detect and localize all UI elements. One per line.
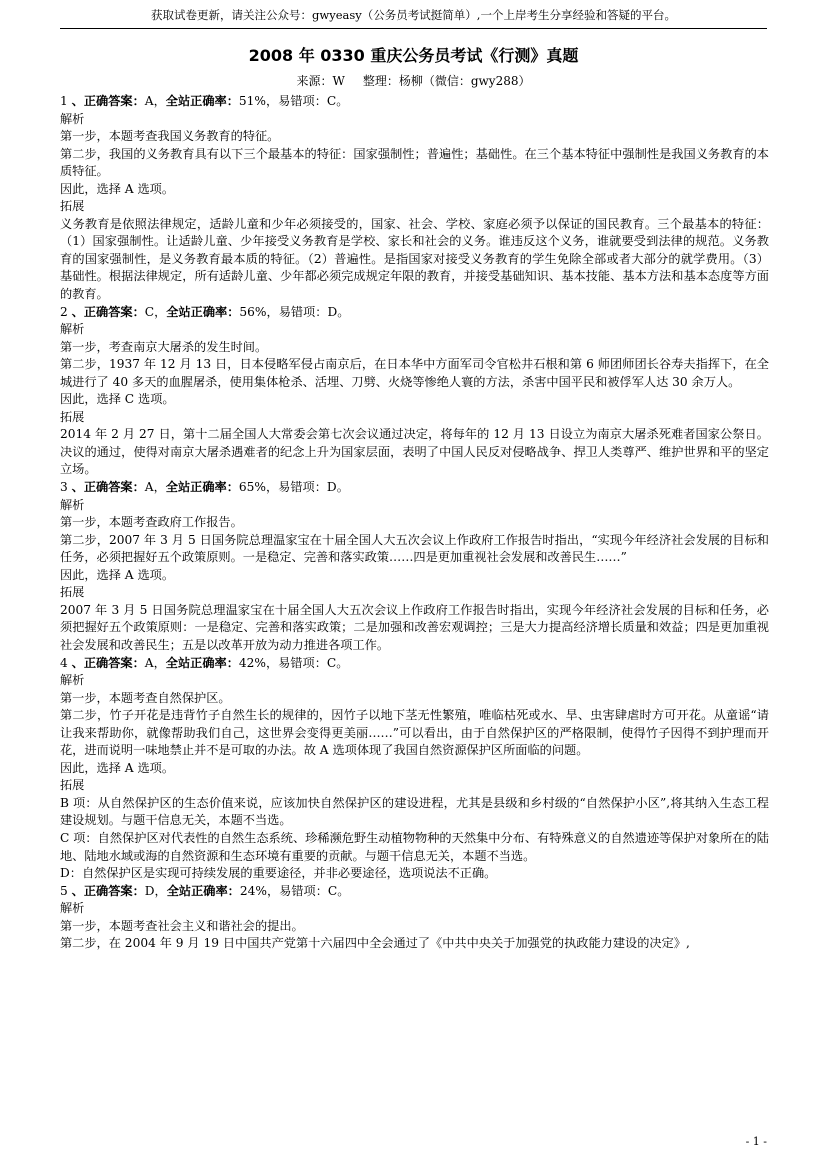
wrong-label: 易错项： — [278, 655, 327, 670]
analysis-heading: 解析 — [60, 111, 85, 126]
wrong-option: C — [327, 883, 338, 898]
question-block — [60, 655, 769, 883]
page-number: - 1 - — [745, 1135, 767, 1148]
rate-label: 全站正确率： — [165, 94, 239, 108]
rate-label: 全站正确率： — [165, 655, 239, 670]
extension-heading: 拓展 — [60, 409, 85, 424]
answer-label: 、正确答案： — [71, 94, 145, 108]
rate-label: 全站正确率： — [166, 883, 240, 898]
question-header: 5 、正确答案：D，全站正确率：24%，易错项：C。 — [60, 883, 350, 898]
question-number: 4 — [60, 655, 68, 670]
analysis-paragraph: 因此，选择 A 选项。 — [60, 181, 175, 196]
document-source-line — [0, 72, 827, 90]
analysis-heading: 解析 — [60, 497, 85, 512]
question-header: 2 、正确答案：C，全站正确率：56%，易错项：D。 — [60, 304, 350, 319]
header-divider — [60, 28, 767, 29]
analysis-paragraph: 第二步，我国的义务教育具有以下三个最基本的特征：国家强制性；普遍性；基础性。在三个基本特征中强制性是我国义务教育的本质特征。 — [60, 146, 769, 179]
correct-answer: A — [144, 655, 154, 670]
correct-answer: D — [144, 883, 155, 898]
extension-paragraph: 2007 年 3 月 5 日国务院总理温家宝在十届全国人大五次会议上作政府工作报告时指出，实现今年经济社会发展的目标和任务，必须把握好五个政策原则：一是稳定、完善和落实政策；二是加强和改善宏观调控；三是大力提高经济增长质量和效益；四是更加重视社会发展和改善民生；五是以改革开放为动力推进各项工作。 — [60, 602, 769, 652]
analysis-paragraph: 第一步，考查南京大屠杀的发生时间。 — [60, 339, 268, 354]
editor-text: 整理：杨柳（微信：gwy288） — [362, 74, 531, 88]
wrong-option: D — [326, 480, 337, 495]
correct-rate: 24% — [239, 883, 267, 898]
correct-rate: 65% — [238, 480, 266, 495]
question-block — [60, 479, 769, 654]
question-number: 1 — [60, 94, 68, 108]
answer-label: 、正确答案： — [71, 655, 145, 670]
question-list — [60, 93, 769, 953]
extension-paragraph: B 项：从自然保护区的生态价值来说，应该加快自然保护区的建设进程，尤其是县级和乡村级的“自然保护小区”,将其纳入生态工程建设规划。与题干信息无关，本题不当选。 — [60, 795, 769, 828]
extension-paragraph: D：自然保护区是实现可持续发展的重要途径，并非必要途径，选项说法不正确。 — [60, 866, 497, 881]
answer-label: 、正确答案： — [71, 480, 145, 495]
analysis-heading: 解析 — [60, 673, 85, 688]
extension-paragraph: C 项：自然保护区对代表性的自然生态系统、珍稀濒危野生动植物物种的天然集中分布、有特殊意义的自然遗迹等保护对象所在的陆地、陆地水域或海的自然资源和生态环境有重要的贡献。与题干信息无关，本题不当选。 — [60, 830, 769, 863]
question-header: 1 、正确答案：A，全站正确率：51%，易错项：C。 — [60, 94, 349, 108]
question-number: 3 — [60, 480, 68, 495]
analysis-paragraph: 第二步，2007 年 3 月 5 日国务院总理温家宝在十届全国人大五次会议上作政府工作报告时指出，“实现今年经济社会发展的目标和任务，必须把握好五个政策原则。一是稳定、完善和落实政策……四是更加重视社会发展和改善民生……” — [60, 532, 769, 565]
analysis-paragraph: 第二步，1937 年 12 月 13 日，日本侵略军侵占南京后，在日本华中方面军司令官松井石根和第 6 师团师团长谷寿夫指挥下，在全城进行了 40 多天的血腥屠杀，使用集体枪杀、活埋、刀劈、火烧等惨绝人寰的方法，杀害中国平民和被俘军人达 30 余万人。 — [60, 357, 769, 389]
rate-label: 全站正确率： — [166, 304, 240, 319]
wrong-option: D — [327, 304, 338, 319]
analysis-paragraph: 第一步，本题考查自然保护区。 — [60, 690, 231, 705]
source-text: 来源：W — [296, 74, 345, 88]
rate-label: 全站正确率： — [165, 480, 239, 495]
correct-rate: 56% — [239, 304, 267, 319]
wrong-label: 易错项： — [278, 480, 327, 495]
analysis-heading: 解析 — [60, 901, 85, 916]
analysis-heading: 解析 — [60, 322, 85, 337]
extension-heading: 拓展 — [60, 199, 85, 214]
question-header: 3 、正确答案：A，全站正确率：65%，易错项：D。 — [60, 480, 349, 495]
analysis-paragraph: 第一步，本题考查政府工作报告。 — [60, 515, 243, 530]
analysis-paragraph: 第二步，在 2004 年 9 月 19 日中国共产党第十六届四中全会通过了《中共中央关于加强党的执政能力建设的决定》, — [60, 936, 690, 951]
wrong-label: 易错项： — [278, 94, 327, 108]
wrong-option: C — [326, 94, 337, 108]
question-block — [60, 93, 769, 304]
extension-heading: 拓展 — [60, 778, 85, 793]
analysis-paragraph: 因此，选择 A 选项。 — [60, 760, 175, 775]
correct-answer: A — [144, 94, 154, 108]
correct-answer: C — [144, 304, 155, 319]
analysis-paragraph: 第二步，竹子开花是违背竹子自然生长的规律的，因竹子以地下茎无性繁殖，唯临枯死或水、旱、虫害肆虐时方可开花。从童谣“请让我来帮助你，就像帮助我们自己，这世界会变得更美丽……”可以看出，由于自然保护区的严格限制，使得竹子因得不到护理而开花，进而说明一味地禁止并不是可取的办法。故 A 选项体现了我国自然资源保护区所面临的问题。 — [60, 708, 769, 758]
question-number: 2 — [60, 304, 68, 319]
analysis-paragraph: 第一步，本题考查我国义务教育的特征。 — [60, 129, 280, 144]
analysis-paragraph: 因此，选择 C 选项。 — [60, 392, 175, 407]
extension-heading: 拓展 — [60, 585, 85, 600]
correct-rate: 42% — [238, 655, 266, 670]
question-block — [60, 304, 769, 479]
wrong-label: 易错项： — [279, 883, 328, 898]
answer-label: 、正确答案： — [71, 304, 145, 319]
answer-label: 、正确答案： — [71, 883, 145, 898]
analysis-paragraph: 第一步，本题考查社会主义和谐社会的提出。 — [60, 918, 304, 933]
wrong-option: C — [326, 655, 337, 670]
question-header: 4 、正确答案：A，全站正确率：42%，易错项：C。 — [60, 655, 349, 670]
correct-answer: A — [144, 480, 154, 495]
extension-paragraph: 2014 年 2 月 27 日，第十二届全国人大常委会第七次会议通过决定，将每年的 12 月 13 日设立为南京大屠杀死难者国家公祭日。决议的通过，使得对南京大屠杀遇难者的纪念上升为国家层面，表明了中国人民反对侵略战争、捍卫人类尊严、维护世界和平的坚定立场。 — [60, 427, 769, 477]
correct-rate: 51% — [238, 94, 266, 108]
analysis-paragraph: 因此，选择 A 选项。 — [60, 567, 175, 582]
question-block — [60, 883, 769, 953]
header-note: 获取试卷更新，请关注公众号：gwyeasy（公务员考试挺简单）,一个上岸考生分享经验和答疑的平台。 — [151, 8, 676, 22]
question-number: 5 — [60, 883, 68, 898]
extension-paragraph: 义务教育是依照法律规定，适龄儿童和少年必须接受的，国家、社会、学校、家庭必须予以保证的国民教育。三个最基本的特征：（1）国家强制性。让适龄儿童、少年接受义务教育是学校、家长和社会的义务。谁违反这个义务，谁就要受到法律的规范。义务教育的国家强制性，是义务教育最本质的特征。（2）普遍性。是指国家对接受义务教育的学生免除全部或者大部分的就学费用。（3）基础性。根据法律规定，所有适龄儿童、少年都必须完成规定年限的教育，并接受基础知识、基本技能、基本方法和基本态度等方面的教育。 — [60, 216, 769, 302]
wrong-label: 易错项： — [278, 304, 328, 319]
page-title: 2008 年 0330 重庆公务员考试《行测》真题 — [248, 46, 579, 65]
